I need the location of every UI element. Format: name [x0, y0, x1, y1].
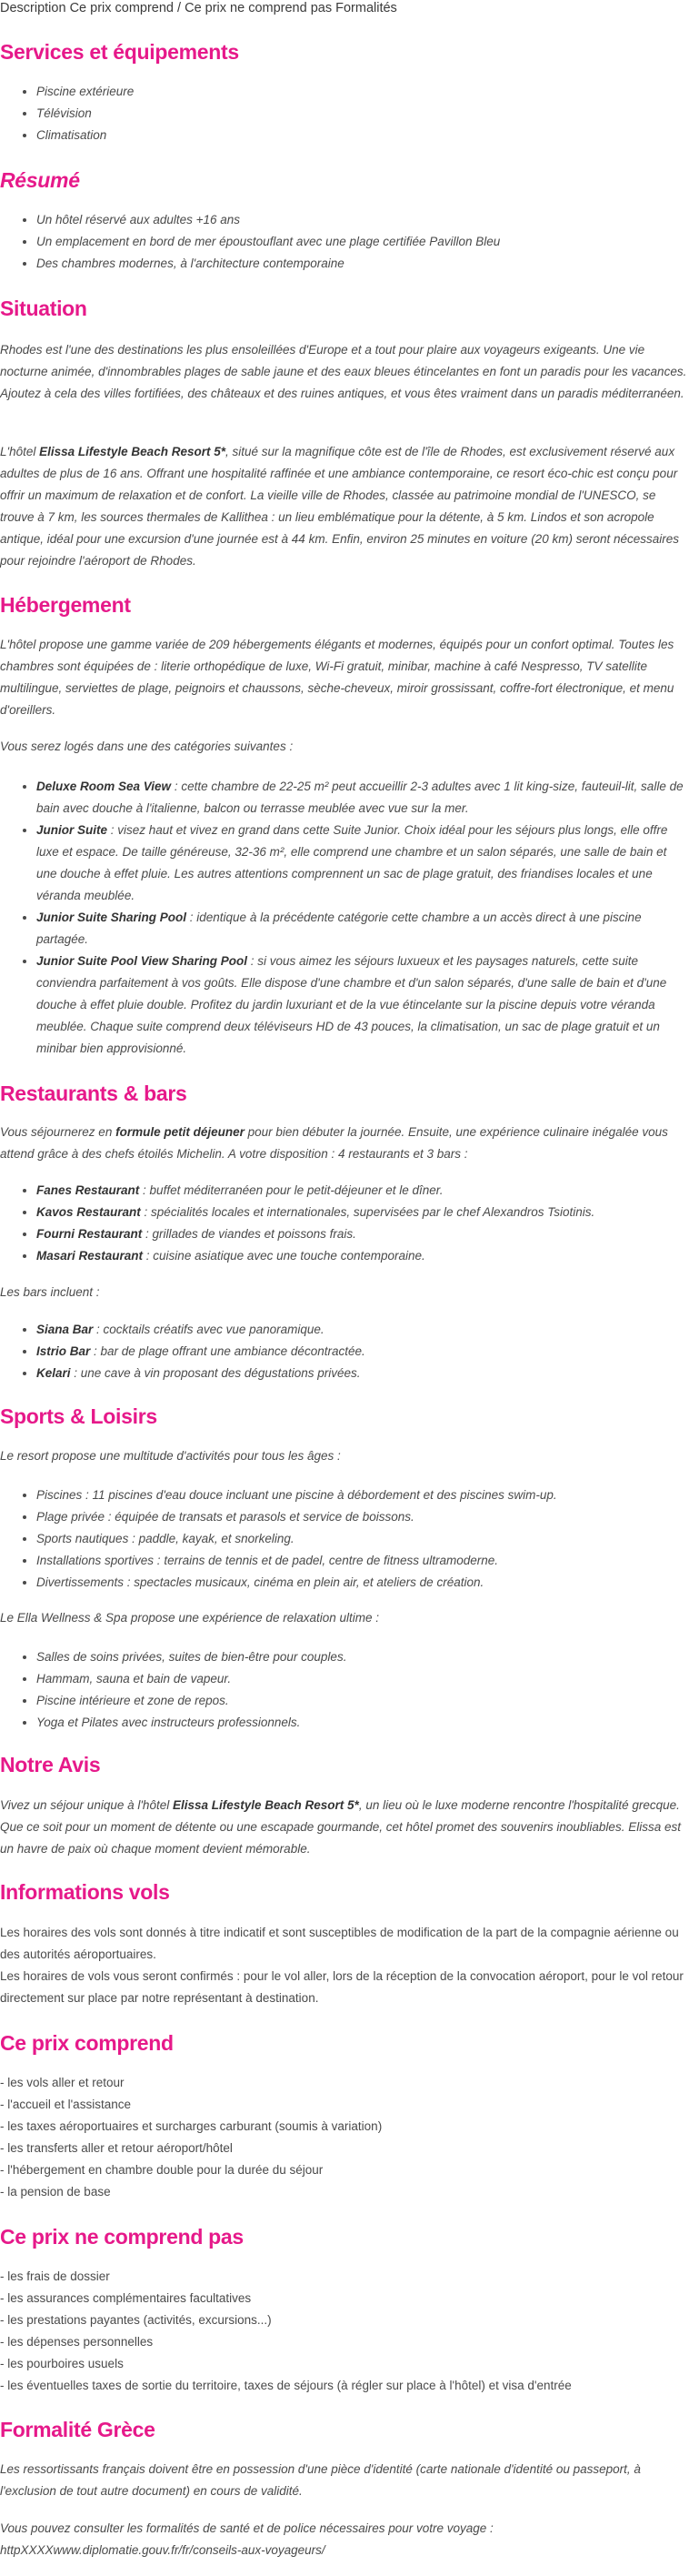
restaurant-desc: : grillades de viandes et poissons frais.: [142, 1227, 356, 1241]
comprend-list: [0, 2072, 688, 2203]
bars-intro: Les bars incluent :: [0, 1285, 100, 1299]
hebergement-title: Hébergement: [0, 593, 131, 617]
list-item: - les taxes aéroportuaires et surcharges carburant (soumis à variation): [0, 2119, 383, 2133]
tab-formalites[interactable]: Formalités: [335, 1, 397, 15]
bar-desc: : une cave à vin proposant des dégustations privées.: [70, 1366, 361, 1380]
text: , situé sur la magnifique côte est de l'île de Rhodes, est exclusivement réservé aux adultes de plus de 16 ans. Offrant une hospitalité raffinée et une ambiance contemporaine, ce resort éco-chic est conçu pour offrir un maximum de relaxation et de confort. La vieille ville de Rhodes, classée au patrimoine mondial de l'UNESCO, se trouve à 7 km, les sources thermales de Kallithea : un lieu emblématique pour la détente, à 5 km. Lindos et son acropole antique, idéal pour une excursion d'une journée est à 44 km. Enfin, environ 25 minutes en voiture (20 km) seront nécessaires pour rejoindre l'aéroport de Rhodes.: [0, 445, 680, 568]
spa-intro: Le Ella Wellness & Spa propose une expérience de relaxation ultime :: [0, 1611, 379, 1625]
room-desc: : visez haut et vivez en grand dans cette Suite Junior. Choix idéal pour les séjours plus longs, elle offre luxe et espace. De taille généreuse, 32-36 m², elle comprend une chambre et un salon séparés, une salle de bain et une douche à effet pluie. Les autres attentions comprennent un sac de plage gratuit, des friandises locales et une véranda meublée.: [36, 823, 668, 902]
hebergement-paragraph-2: Vous serez logés dans une des catégories suivantes :: [0, 740, 294, 753]
list-item: [36, 820, 688, 907]
list-item: [36, 1363, 688, 1384]
sports-title: Sports & Loisirs: [0, 1404, 157, 1428]
spa-list: [0, 1646, 688, 1734]
list-item: - les éventuelles taxes de sortie du territoire, taxes de séjours (à régler sur place à l'hôtel) et visa d'entrée: [0, 2379, 572, 2392]
services-title: Services et équipements: [0, 40, 239, 64]
restaurant-name: Fourni Restaurant: [36, 1227, 143, 1241]
list-item: [36, 1341, 688, 1363]
list-item: • Divertissements : spectacles musicaux, cinéma en plein air, et ateliers de création.: [36, 1572, 688, 1594]
hotel-name: Elissa Lifestyle Beach Resort 5*: [39, 445, 225, 458]
vols-text-2: Les horaires de vols vous seront confirmés : pour le vol aller, lors de la réception de la convocation aéroport, pour le vol retour directement sur place par notre représentant à destination.: [0, 1969, 684, 2005]
ne-comprend-title: Ce prix ne comprend pas: [0, 2225, 244, 2249]
room-name: Junior Suite: [36, 823, 108, 837]
list-item: [36, 1223, 688, 1245]
situation-paragraph-2: [0, 441, 688, 572]
restaurant-desc: : spécialités locales et internationales, supervisées par le chef Alexandros Tsiotinis.: [140, 1205, 595, 1219]
list-item: • Installations sportives : terrains de tennis et de padel, centre de fitness ultramoderne.: [36, 1550, 688, 1572]
bar-desc: : bar de plage offrant une ambiance décontractée.: [90, 1344, 365, 1358]
situation-title: Situation: [0, 297, 87, 320]
list-item: • Piscine extérieure: [36, 81, 688, 103]
list-item: - les dépenses personnelles: [0, 2335, 154, 2349]
rooms-list: [0, 776, 688, 1060]
list-item: [36, 1319, 688, 1341]
list-item: - l'accueil et l'assistance: [0, 2098, 131, 2111]
list-item: • Des chambres modernes, à l'architecture contemporaine: [36, 253, 688, 275]
room-name: Junior Suite Sharing Pool: [36, 911, 187, 924]
tab-ce-prix-ne-comprend-pas[interactable]: Ce prix ne comprend pas: [185, 1, 333, 15]
hotel-name: Elissa Lifestyle Beach Resort 5*: [172, 1798, 359, 1812]
list-item: • Plage privée : équipée de transats et parasols et service de boissons.: [36, 1506, 688, 1528]
resume-list: [0, 209, 688, 275]
list-item: [36, 907, 688, 951]
room-desc: : si vous aimez les séjours luxueux et les paysages naturels, cette suite conviendra parfaitement à vos goûts. Elle dispose d'une chambre et d'un salon séparés, d'une salle de bain et d'une douche à effet pluie double. Profitez du jardin luxuriant et de la vue étincelante sur la piscine depuis votre véranda meublée. Chaque suite comprend deux téléviseurs HD de 43 pouces, la climatisation, un sac de plage gratuit et un minibar bien approvisionné.: [36, 954, 667, 1055]
tab-description[interactable]: Description: [0, 1, 66, 15]
bars-list: [0, 1319, 688, 1384]
text: , un lieu où le luxe moderne rencontre l'hospitalité grecque. Que ce soit pour un moment de détente ou une escapade gourmande, cet hôtel promet des souvenirs inoubliables. Elissa est un havre de paix où chaque moment devient mémorable.: [0, 1798, 681, 1856]
ne-comprend-list: [0, 2266, 688, 2397]
room-desc: : identique à la précédente catégorie cette chambre a un accès direct à une piscine partagée.: [36, 911, 642, 946]
bar-name: Kelari: [36, 1366, 71, 1380]
room-name: Junior Suite Pool View Sharing Pool: [36, 954, 248, 968]
formula: formule petit déjeuner: [115, 1125, 245, 1139]
list-item: • Piscine intérieure et zone de repos.: [36, 1690, 688, 1712]
resume-title: Résumé: [0, 168, 80, 192]
restaurants-paragraph: [0, 1122, 688, 1165]
list-item: [36, 776, 688, 820]
tab-ce-prix-comprend[interactable]: Ce prix comprend: [69, 1, 174, 15]
list-item: - la pension de base: [0, 2185, 111, 2199]
list-item: [36, 1180, 688, 1202]
restaurants-list: [0, 1180, 688, 1267]
list-item: - les transferts aller et retour aéroport/hôtel: [0, 2141, 233, 2155]
restaurants-title: Restaurants & bars: [0, 1082, 187, 1105]
section-tabs: [0, 1, 397, 15]
tab-separator: /: [177, 1, 182, 15]
bar-name: Siana Bar: [36, 1323, 94, 1336]
list-item: • Yoga et Pilates avec instructeurs professionnels.: [36, 1712, 688, 1734]
formalite-paragraph-1: Les ressortissants français doivent être en possession d'une pièce d'identité (carte nationale d'identité ou passeport, à l'exclusion de tout autre document) en cours de validité.: [0, 2462, 641, 2498]
vols-text-1: Les horaires des vols sont donnés à titre indicatif et sont susceptibles de modification de la part de la compagnie aérienne ou des autorités aéroportuaires.: [0, 1926, 679, 1961]
list-item: - les prestations payantes (activités, excursions...): [0, 2313, 272, 2327]
situation-paragraph-1: Rhodes est l'une des destinations les plus ensoleillées d'Europe et a tout pour plaire aux voyageurs exigeants. Une vie nocturne animée, d'innombrables plages de sable jaune et des eaux bleues étincelantes en font un paradis pour les vacances. Ajoutez à cela des villes fortifiées, des châteaux et des ruines antiques, et vous êtes vraiment dans un paradis méditerranéen.: [0, 343, 687, 400]
comprend-title: Ce prix comprend: [0, 2031, 174, 2055]
formalite-title: Formalité Grèce: [0, 2418, 155, 2441]
services-list: [0, 81, 688, 146]
sports-intro: Le resort propose une multitude d'activités pour tous les âges :: [0, 1449, 341, 1463]
room-name: Deluxe Room Sea View: [36, 780, 172, 793]
list-item: - les frais de dossier: [0, 2269, 110, 2283]
formalite-link[interactable]: httpXXXXwww.diplomatie.gouv.fr/fr/conseils-aux-voyageurs/: [0, 2543, 325, 2557]
restaurant-name: Masari Restaurant: [36, 1249, 144, 1263]
list-item: - les pourboires usuels: [0, 2357, 124, 2370]
bar-desc: : cocktails créatifs avec vue panoramique.: [93, 1323, 325, 1336]
avis-title: Notre Avis: [0, 1753, 101, 1776]
list-item: - les vols aller et retour: [0, 2076, 125, 2089]
bar-name: Istrio Bar: [36, 1344, 91, 1358]
list-item: - l'hébergement en chambre double pour la durée du séjour: [0, 2163, 324, 2177]
list-item: • Piscines : 11 piscines d'eau douce incluant une piscine à débordement et des piscines swim-up.: [36, 1484, 688, 1506]
text: Vous séjournerez en: [0, 1125, 116, 1139]
restaurant-name: Kavos Restaurant: [36, 1205, 141, 1219]
restaurant-desc: : cuisine asiatique avec une touche contemporaine.: [143, 1249, 425, 1263]
vols-title: Informations vols: [0, 1880, 170, 1904]
text: Vivez un séjour unique à l'hôtel: [0, 1798, 173, 1812]
list-item: • Télévision: [36, 103, 688, 125]
list-item: [36, 1245, 688, 1267]
list-item: • Climatisation: [36, 125, 688, 146]
list-item: - les assurances complémentaires facultatives: [0, 2291, 252, 2305]
list-item: [36, 1202, 688, 1223]
hebergement-paragraph-1: L'hôtel propose une gamme variée de 209 hébergements élégants et modernes, équipés pour un confort optimal. Toutes les chambres sont équipées de : literie orthopédique de luxe, Wi-Fi gratuit, minibar, machine à café Nespresso, TV satellite multilingue, serviettes de plage, peignoirs et chaussons, sèche-cheveux, miroir grossissant, coffre-fort électronique, et menu d'oreillers.: [0, 638, 674, 717]
restaurant-name: Fanes Restaurant: [36, 1183, 140, 1197]
restaurant-desc: : buffet méditerranéen pour le petit-déjeuner et le dîner.: [139, 1183, 444, 1197]
text: pour bien débuter la journée. Ensuite, une expérience culinaire inégalée vous attend grâce à des chefs étoilés Michelin. A votre disposition : 4 restaurants et 3 bars :: [0, 1125, 668, 1161]
list-item: • Hammam, sauna et bain de vapeur.: [36, 1668, 688, 1690]
list-item: [36, 951, 688, 1060]
sports-list: [0, 1484, 688, 1594]
text: L'hôtel: [0, 445, 40, 458]
list-item: • Un hôtel réservé aux adultes +16 ans: [36, 209, 688, 231]
vols-paragraph: [0, 1922, 688, 2009]
list-item: • Un emplacement en bord de mer époustouflant avec une plage certifiée Pavillon Bleu: [36, 231, 688, 253]
formalite-paragraph-2: Vous pouvez consulter les formalités de santé et de police nécessaires pour votre voyage :: [0, 2521, 494, 2535]
avis-paragraph: [0, 1795, 688, 1860]
list-item: • Salles de soins privées, suites de bien-être pour couples.: [36, 1646, 688, 1668]
room-desc: : cette chambre de 22-25 m² peut accueillir 2-3 adultes avec 1 lit king-size, fauteuil-lit, salle de bain avec douche à l'italienne, balcon ou terrasse meublée avec vue sur la mer.: [36, 780, 684, 815]
list-item: • Sports nautiques : paddle, kayak, et snorkeling.: [36, 1528, 688, 1550]
